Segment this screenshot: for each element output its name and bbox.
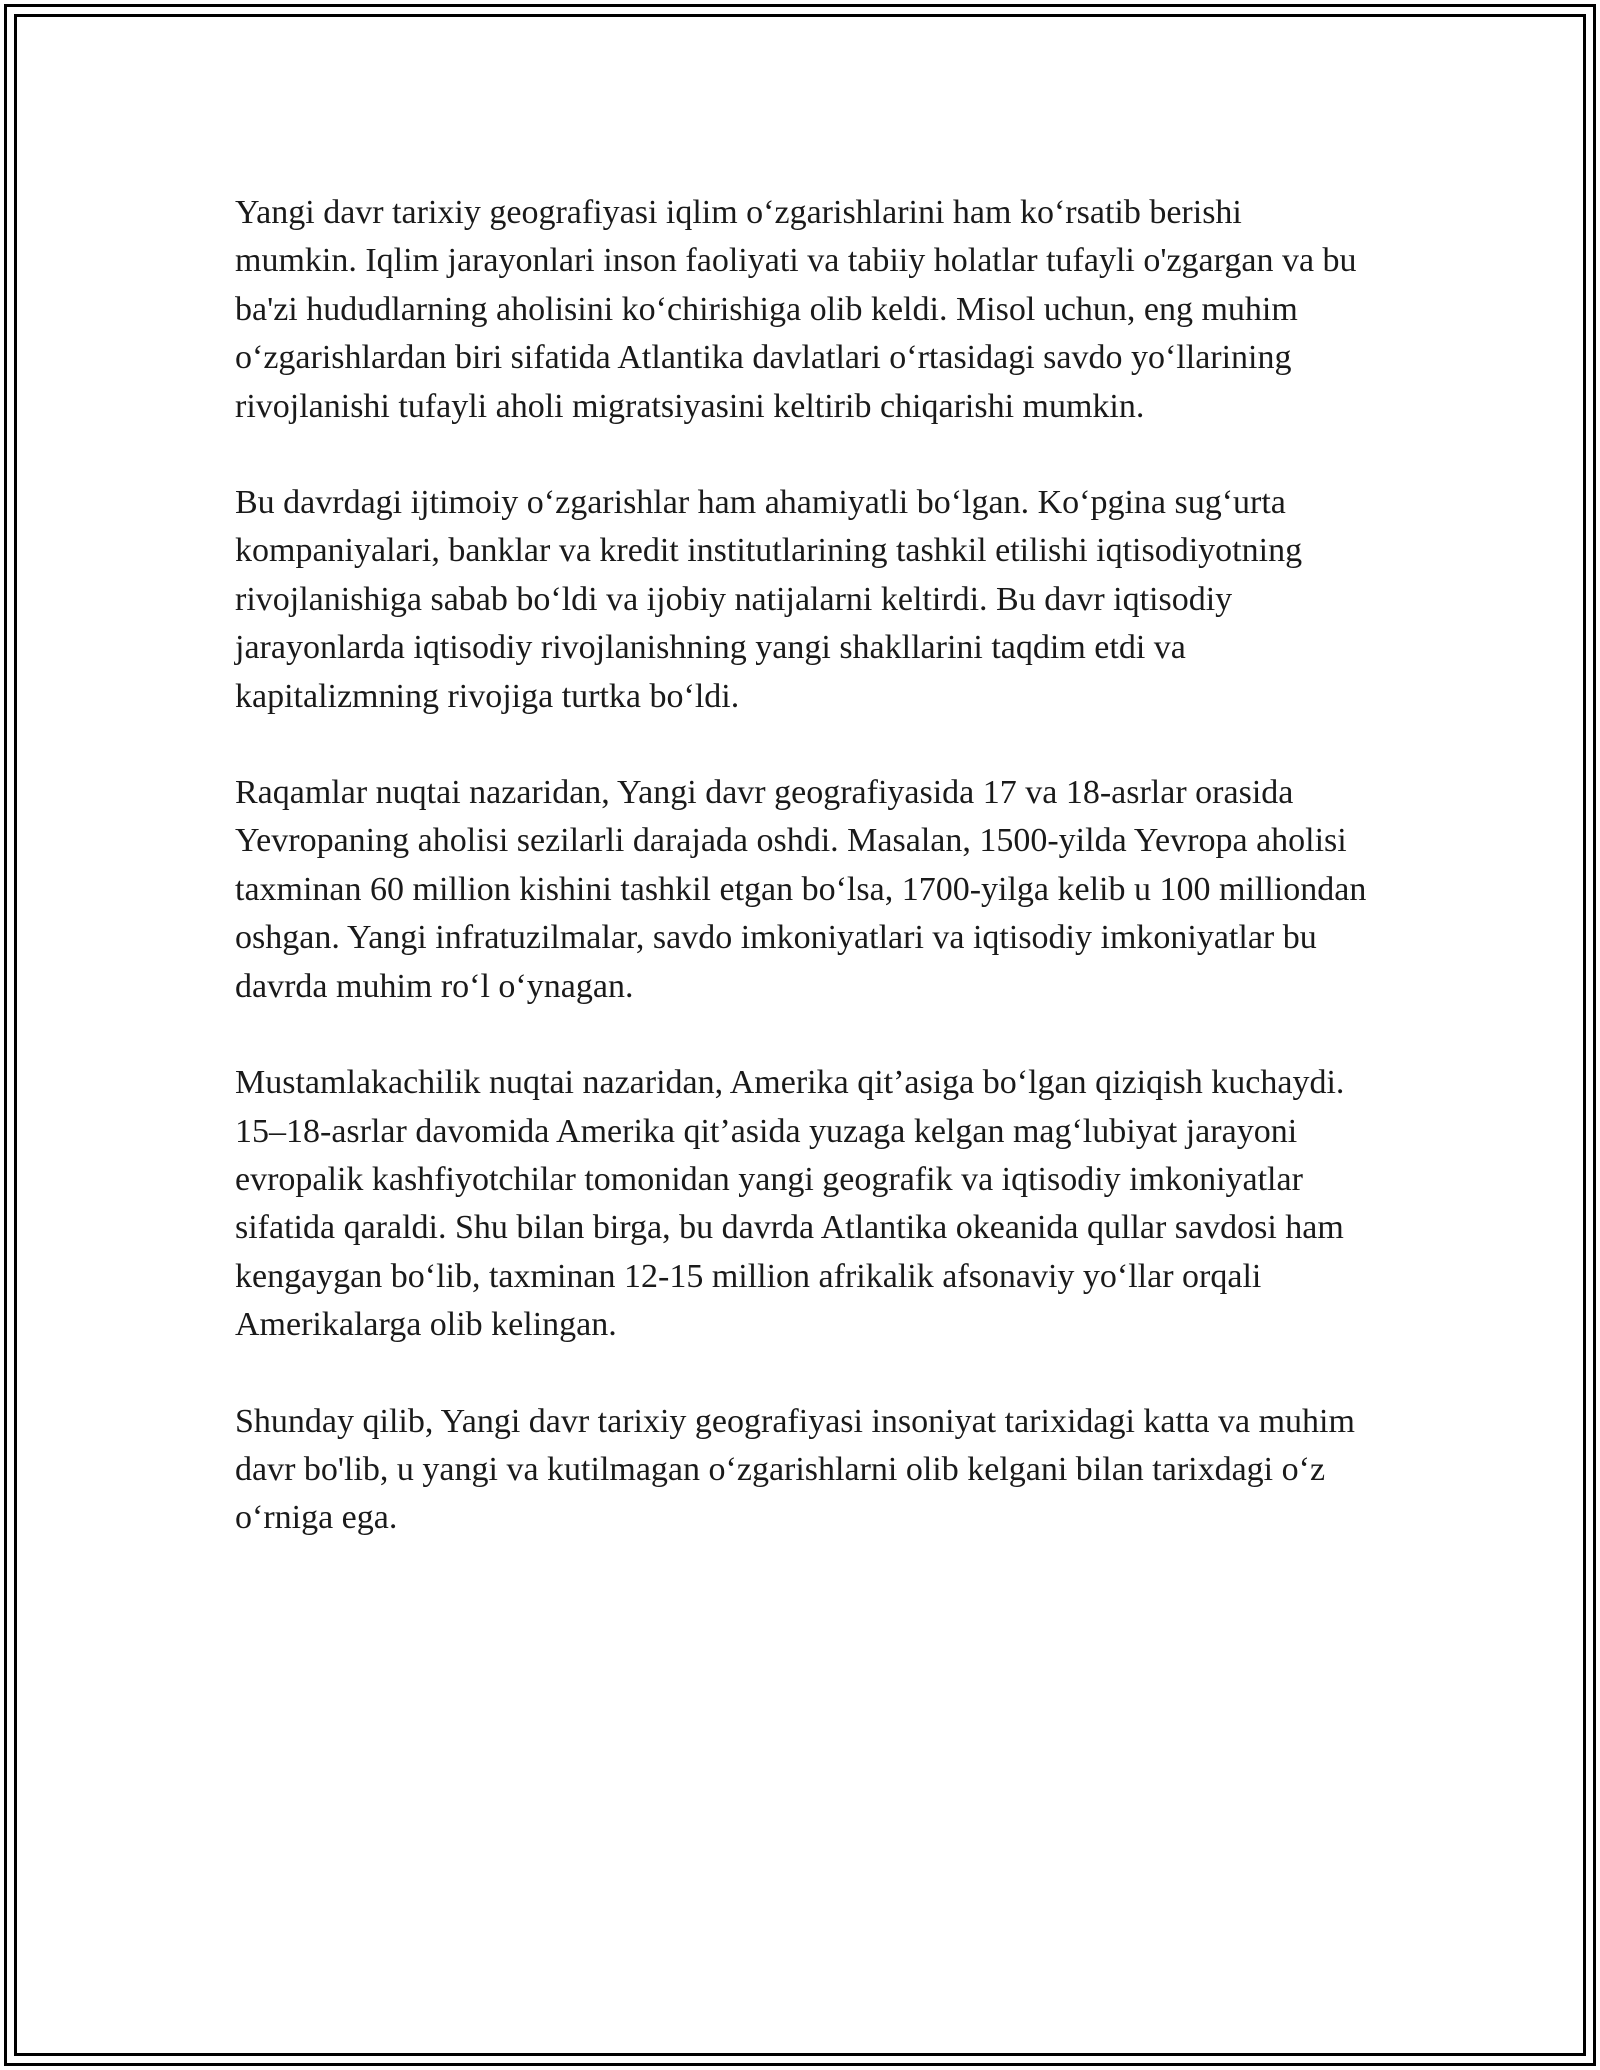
paragraph-climate-change: Yangi davr tarixiy geografiyasi iqlim o‘zgarishlarini ham ko‘rsatib berishi mumkin. Iqlim jarayonlari inson faoliyati va tabiiy holatlar tufayli o'zgargan va bu ba'zi hududlarning aholisini ko‘chirishiga olib keldi. Misol uchun, eng muhim o‘zgarishlardan biri sifatida Atlantika davlatlari o‘rtasidagi savdo yo‘llarining rivojlanishi tufayli aholi migratsiyasini keltirib chiqarishi mumkin. [235,194,1357,425]
paragraph-conclusion: Shunday qilib, Yangi davr tarixiy geografiyasi insoniyat tarixidagi katta va muhim davr bo'lib, u yangi va kutilmagan o‘zgarishlarni olib kelgani bilan tarixdagi o‘z o‘rniga ega. [235,1402,1355,1537]
paragraph-colonialism: Mustamlakachilik nuqtai nazaridan, Amerika qit’asiga bo‘lgan qiziqish kuchaydi. 15–18-asrlar davomida Amerika qit’asida yuzaga kelgan mag‘lubiyat jarayoni evropalik kashfiyotchilar tomonidan yangi geografik va iqtisodiy imkoniyatlar sifatida qaraldi. Shu bilan birga, bu davrda Atlantika okeanida qullar savdosi ham kengaygan bo‘lib, taxminan 12-15 million afrikalik afsonaviy yo‘llar orqali Amerikalarga olib kelingan. [235,1064,1345,1344]
document-body [235,189,1370,1591]
paragraph-population-figures: Raqamlar nuqtai nazaridan, Yangi davr geografiyasida 17 va 18-asrlar orasida Yevropaning aholisi sezilarli darajada oshdi. Masalan, 1500-yilda Yevropa aholisi taxminan 60 million kishini tashkil etgan bo‘lsa, 1700-yilga kelib u 100 milliondan oshgan. Yangi infratuzilmalar, savdo imkoniyatlari va iqtisodiy imkoniyatlar bu davrda muhim ro‘l o‘ynagan. [235,774,1367,1005]
paragraph-social-changes: Bu davrdagi ijtimoiy o‘zgarishlar ham ahamiyatli bo‘lgan. Ko‘pgina sug‘urta kompaniyalari, banklar va kredit institutlarining tashkil etilishi iqtisodiyotning rivojlanishiga sabab bo‘ldi va ijobiy natijalarni keltirdi. Bu davr iqtisodiy jarayonlarda iqtisodiy rivojlanishning yangi shakllarini taqdim etdi va kapitalizmning rivojiga turtka bo‘ldi. [235,484,1303,715]
